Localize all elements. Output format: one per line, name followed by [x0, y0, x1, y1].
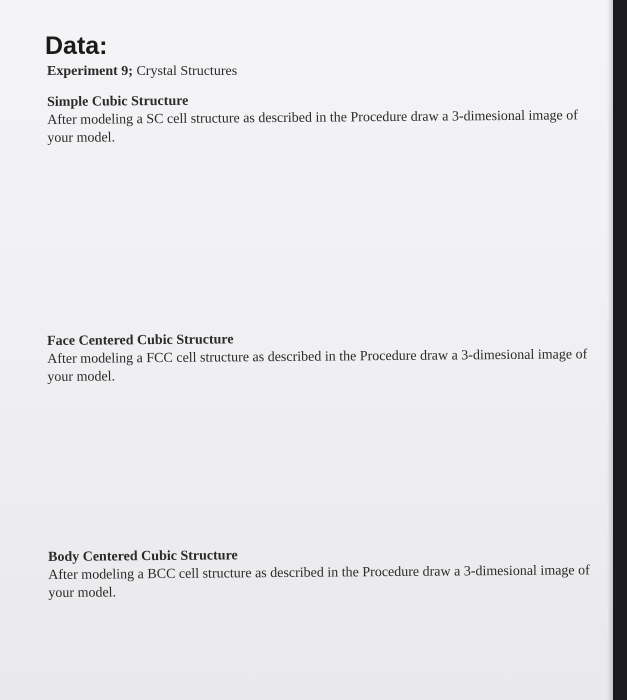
section-title: Face Centered Cubic Structure: [47, 332, 234, 349]
section-title: Body Centered Cubic Structure: [48, 548, 238, 565]
experiment-label: Experiment 9;: [47, 64, 133, 79]
background-edge: [613, 0, 627, 700]
experiment-line: [47, 64, 237, 80]
section-instructions: After modeling a FCC cell structure as described in the Procedure draw a 3-dimesional image of your model.: [47, 347, 588, 385]
section-face-centered-cubic: [47, 328, 592, 387]
section-body-centered-cubic: [48, 544, 593, 603]
section-instructions: After modeling a BCC cell structure as described in the Procedure draw a 3-dimesional image of your model.: [48, 563, 590, 601]
section-simple-cubic: [47, 89, 587, 148]
section-title: Simple Cubic Structure: [47, 93, 189, 110]
page-heading: Data:: [45, 32, 108, 60]
section-instructions: After modeling a SC cell structure as described in the Procedure draw a 3-dimesional image of your model.: [47, 108, 578, 146]
experiment-name: Crystal Structures: [136, 64, 238, 79]
